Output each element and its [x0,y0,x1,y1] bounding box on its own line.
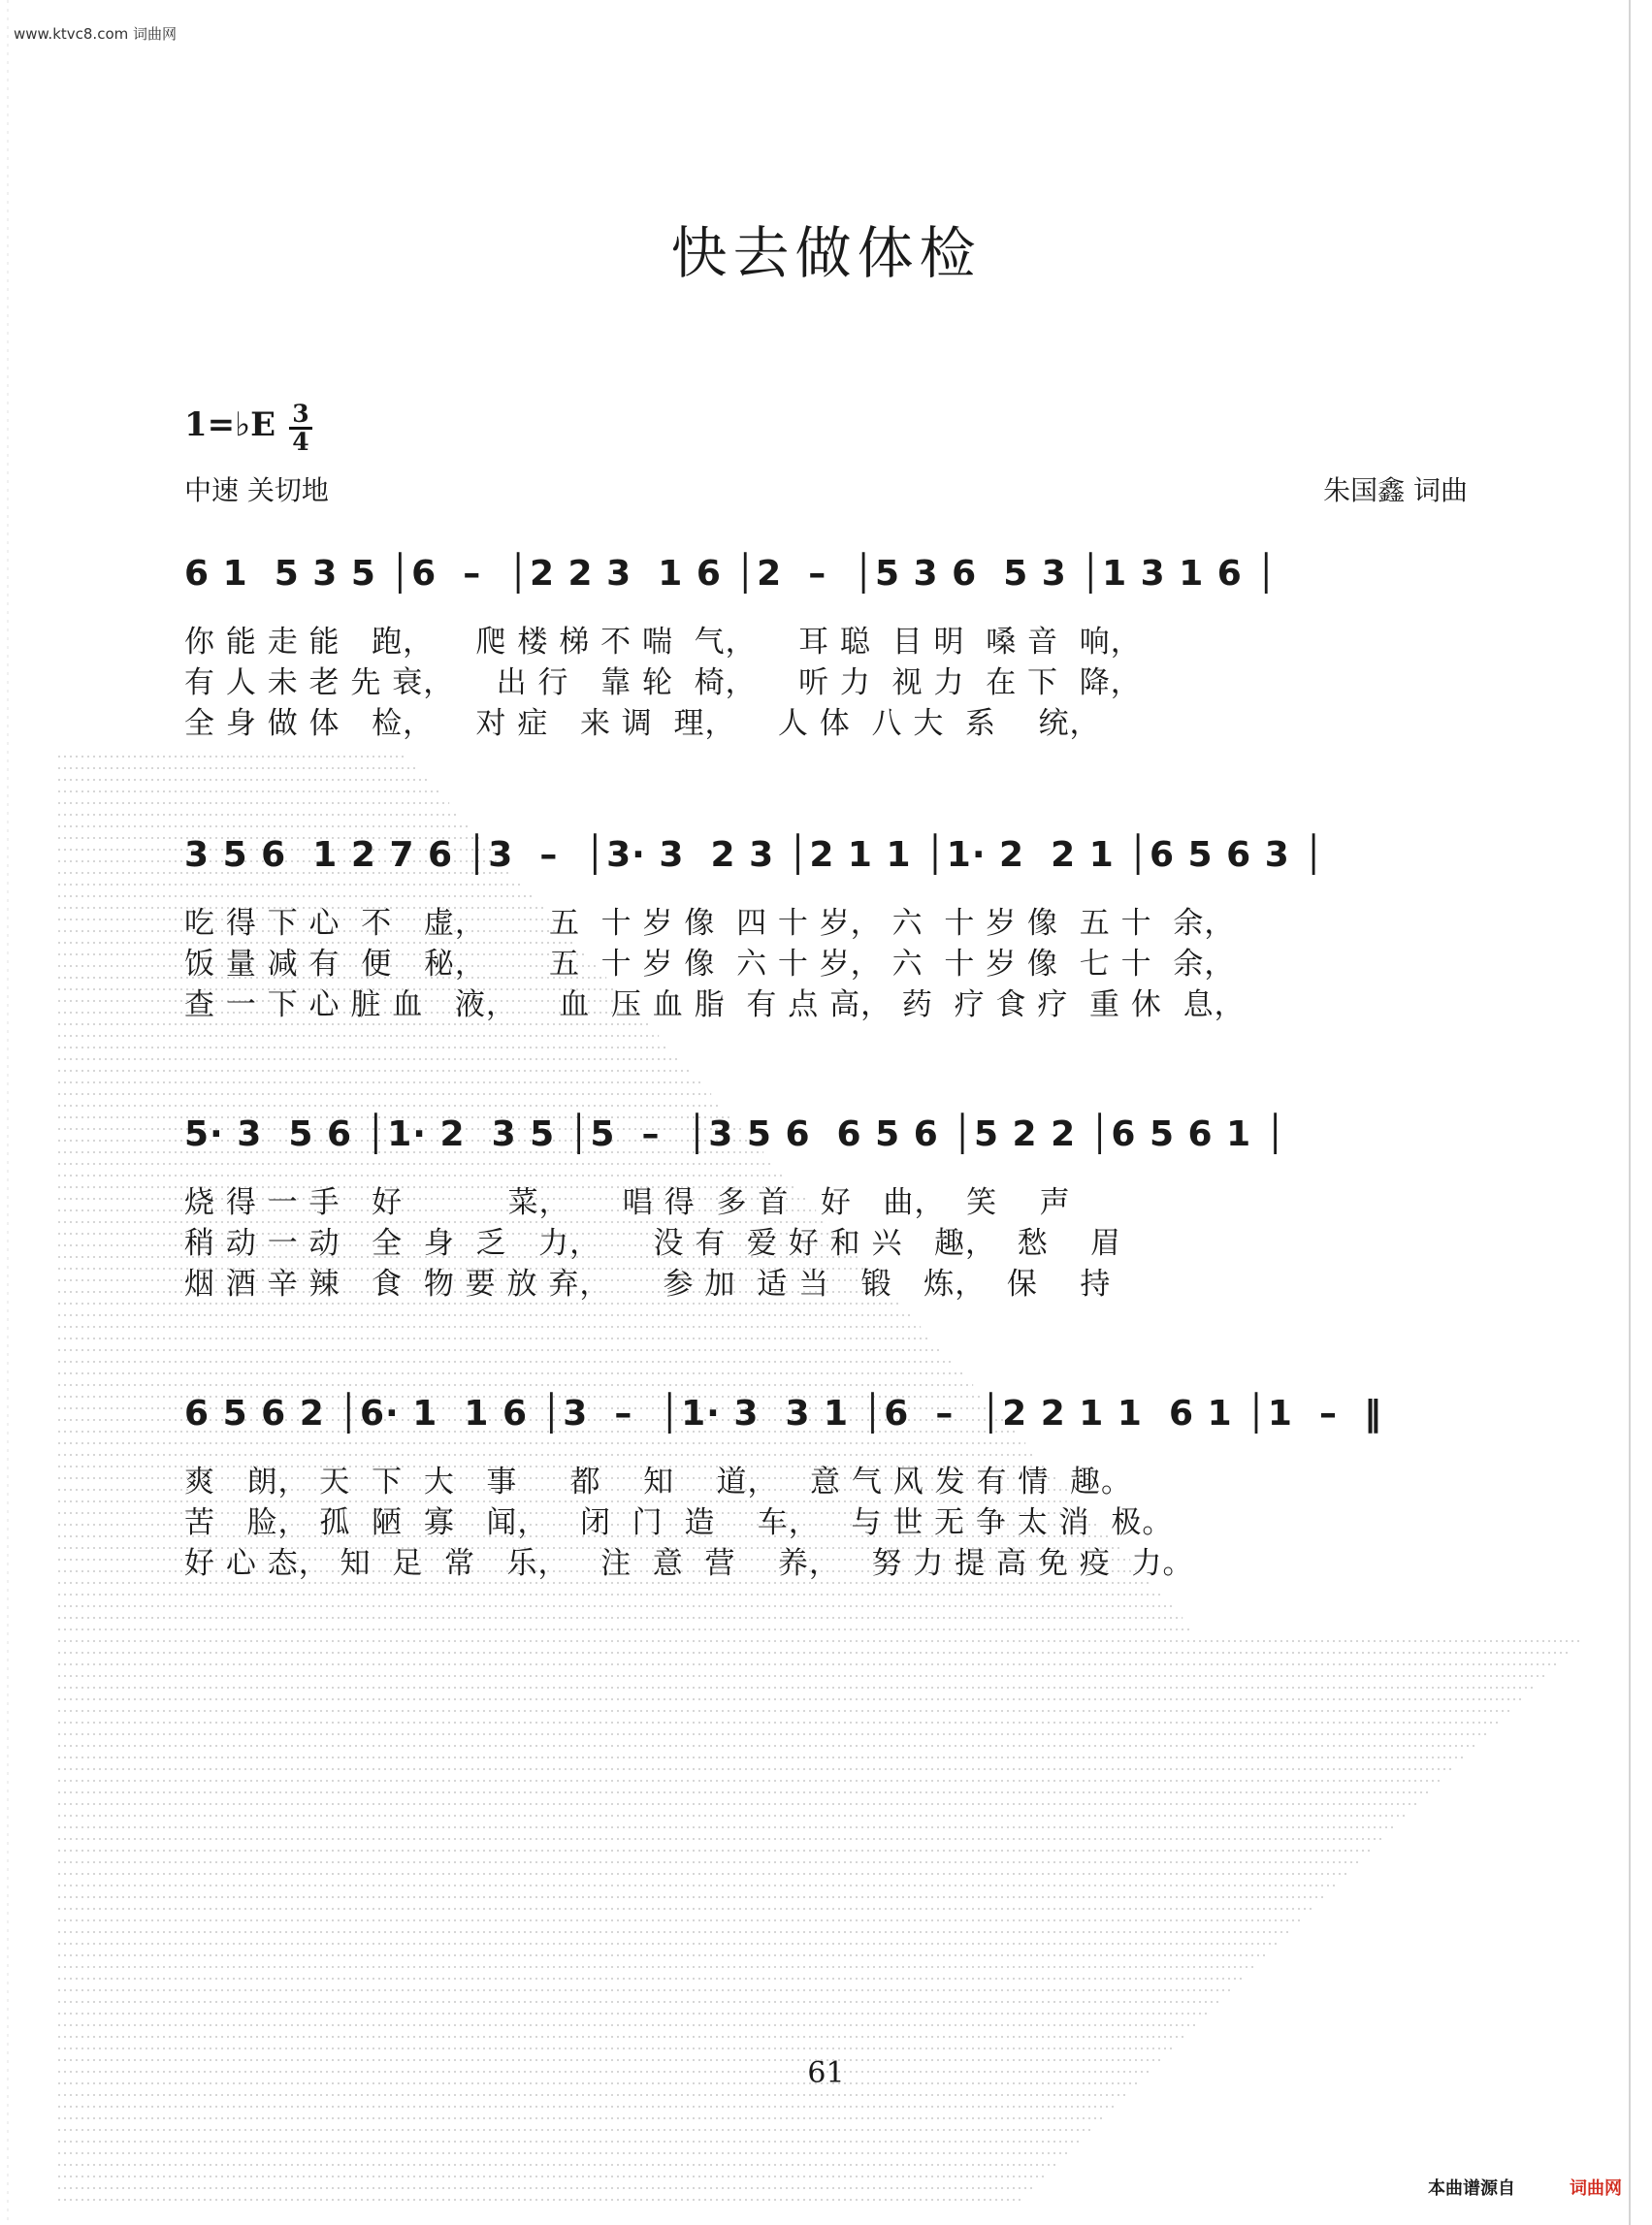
notation-line-1: 6 1 5 3 5 │6 – │2 2 3 1 6 │2 – │5 3 6 5 3 │1 3 1 6 │ [184,554,1279,594]
lyric-line-2-verse-3: 查 一 下 心 脏 血 液， 血 压 血 脂 有 点 高， 药 疗 食 疗 重 休 息， [184,987,1246,1022]
page-number: 61 [807,2056,845,2090]
site-header: www.ktvc8.com 词曲网 [14,25,178,43]
lyric-line-2-verse-2: 饭 量 减 有 便 秘， 五 十 岁 像 六 十 岁， 六 十 岁 像 七 十 余， [184,947,1236,982]
song-title: 快去做体检 [670,220,982,286]
composer-credit: 朱国鑫 词曲 [1323,474,1468,506]
lyric-line-3-verse-1: 烧 得 一 手 好 菜， 唱 得 多 首 好 曲， 笑 声 [184,1185,1071,1220]
time-signature [287,402,314,455]
lyric-line-4-verse-3: 好 心 态， 知 足 常 乐， 注 意 营 养， 努 力 提 高 免 疫 力。 [184,1546,1194,1581]
notation-line-2: 3 5 6 1 2 7 6 │3 – │3· 3 2 3 │2 1 1 │1· 2 2 1 │6 5 6 3 │ [184,835,1325,875]
notation-line-4: 6 5 6 2 │6· 1 1 6 │3 – │1· 3 3 1 │6 – │2 2 1 1 6 1 │1 – ‖ [184,1394,1383,1434]
lyric-line-1-verse-1: 你 能 走 能 跑， 爬 楼 梯 不 喘 气， 耳 聪 目 明 嗓 音 响， [184,625,1142,660]
time-signature-bottom: 4 [292,428,309,456]
time-signature-top: 3 [292,400,309,428]
lyric-line-3-verse-2: 稍 动 一 动 全 身 乏 力， 没 有 爱 好 和 兴 趣， 愁 眉 [184,1226,1122,1261]
lyric-line-4-verse-2: 苦 脸， 孤 陋 寡 闻， 闭 门 造 车， 与 世 无 争 太 消 极。 [184,1505,1174,1540]
lyric-line-1-verse-2: 有 人 未 老 先 衰， 出 行 靠 轮 椅， 听 力 视 力 在 下 降， [184,665,1142,700]
notation-line-3: 5· 3 5 6 │1· 2 3 5 │5 – │3 5 6 6 5 6 │5 2 2 │6 5 6 1 │ [184,1114,1287,1154]
lyric-line-4-verse-1: 爽 朗， 天 下 大 事 都 知 道， 意 气 风 发 有 情 趣。 [184,1465,1133,1499]
lyric-line-2-verse-1: 吃 得 下 心 不 虚， 五 十 岁 像 四 十 岁， 六 十 岁 像 五 十 余， [184,906,1236,941]
tempo-marking: 中速 关切地 [184,474,329,506]
key-signature: 1=♭E [184,405,276,444]
footer-source-text: 本曲谱源自 [1428,2178,1515,2199]
lyric-line-3-verse-3: 烟 酒 辛 辣 食 物 要 放 弃， 参 加 适 当 锻 炼， 保 持 [184,1267,1112,1302]
footer-brand-logo: 词曲网 [1570,2178,1622,2199]
lyric-line-1-verse-3: 全 身 做 体 检， 对 症 来 调 理， 人 体 八 大 系 统， [184,706,1101,741]
